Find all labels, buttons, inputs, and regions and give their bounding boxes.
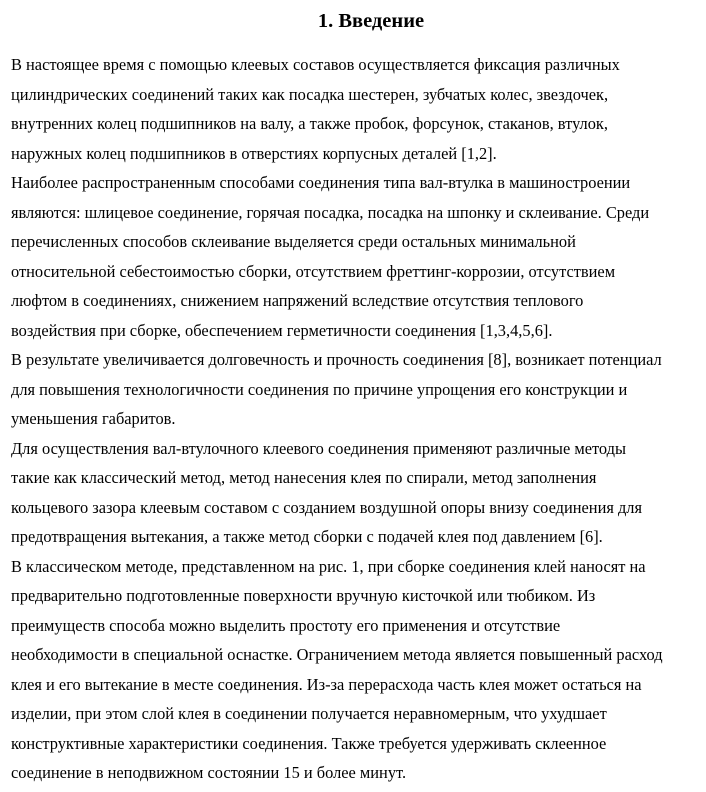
text-line: перечисленных способов склеивание выделяется среди остальных минимальной	[11, 232, 576, 251]
text-line: Наиболее распространенным способами соединения типа вал-втулка в машиностроении	[11, 173, 631, 192]
text-line: кольцевого зазора клеевым составом с созданием воздушной опоры внизу соединения для	[11, 498, 643, 517]
section-title: 1. Введение	[317, 10, 425, 32]
text-line: изделии, при этом слой клея в соединении получается неравномерным, что ухудшает	[11, 704, 607, 723]
text-line: для повышения технологичности соединения по причине упрощения его конструкции и	[11, 380, 628, 399]
text-line: относительной себестоимостью сборки, отсутствием фреттинг-коррозии, отсутствием	[11, 262, 616, 281]
text-line: необходимости в специальной оснастке. Ограничением метода является повышенный расход	[11, 645, 663, 664]
text-line: люфтом в соединениях, снижением напряжений вследствие отсутствия теплового	[11, 291, 584, 310]
text-line: воздействия при сборке, обеспечением герметичности соединения [1,3,4,5,6].	[11, 321, 553, 340]
text-line: предотвращения вытекания, а также метод сборки с подачей клея под давлением [6].	[11, 527, 603, 546]
text-line: предварительно подготовленные поверхности вручную кисточкой или тюбиком. Из	[11, 586, 596, 605]
text-line: В классическом методе, представленном на рис. 1, при сборке соединения клей наносят на	[11, 557, 646, 576]
text-line: Для осуществления вал-втулочного клеевого соединения применяют различные методы	[11, 439, 626, 458]
text-line: клея и его вытекание в месте соединения. Из-за перерасхода часть клея может остаться на	[11, 675, 642, 694]
text-line: такие как классический метод, метод нанесения клея по спирали, метод заполнения	[11, 468, 597, 487]
text-line: уменьшения габаритов.	[11, 409, 176, 428]
text-line: В результате увеличивается долговечность и прочность соединения [8], возникает потенциал	[11, 350, 662, 369]
text-line: являются: шлицевое соединение, горячая посадка, посадка на шпонку и склеивание. Среди	[11, 203, 650, 222]
text-line: наружных колец подшипников в отверстиях корпусных деталей [1,2].	[11, 144, 497, 163]
text-line: преимуществ способа можно выделить простоту его применения и отсутствие	[11, 616, 561, 635]
text-line: В настоящее время с помощью клеевых составов осуществляется фиксация различных	[11, 55, 620, 74]
text-line: внутренних колец подшипников на валу, а также пробок, форсунок, стаканов, втулок,	[11, 114, 608, 133]
text-line: соединение в неподвижном состоянии 15 и более минут.	[11, 763, 407, 782]
text-line: цилиндрических соединений таких как посадка шестерен, зубчатых колес, звездочек,	[11, 85, 609, 104]
text-line: конструктивные характеристики соединения. Также требуется удерживать склеенное	[11, 734, 607, 753]
